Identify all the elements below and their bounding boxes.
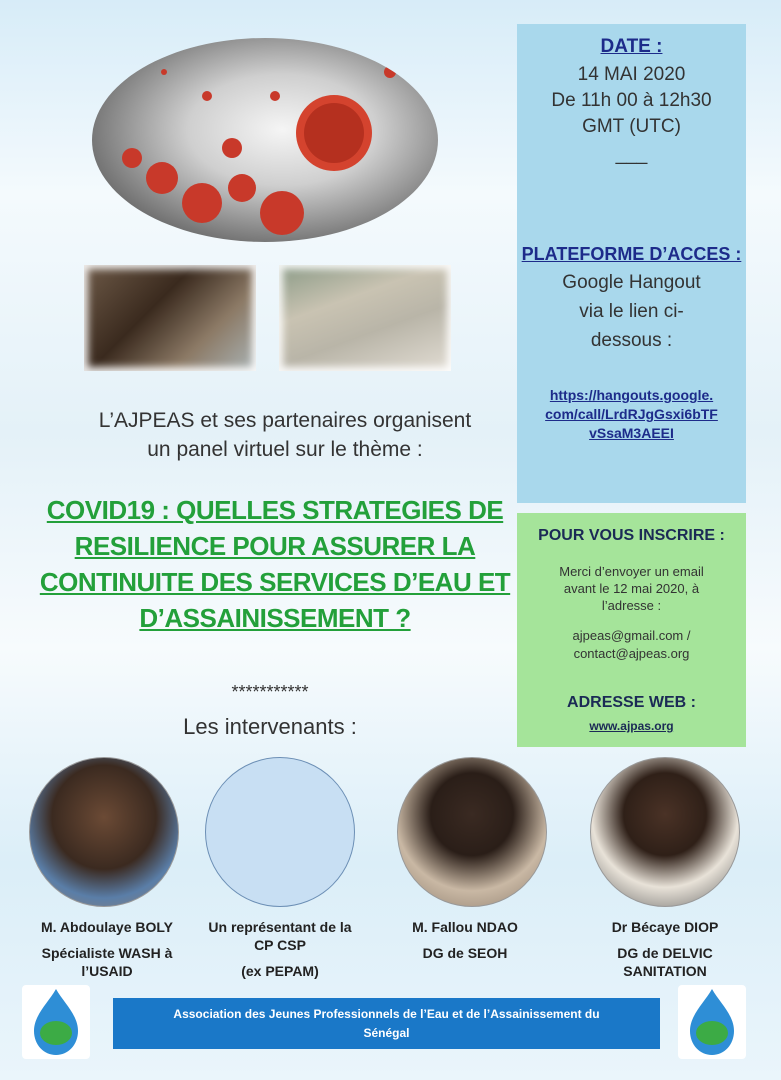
register-line-2: avant le 12 mai 2020, à — [563, 581, 700, 596]
intro-line-1: L’AJPEAS et ses partenaires organisent — [98, 409, 472, 432]
speaker-2-name-2: CP CSP — [254, 937, 306, 953]
website-link[interactable]: www.ajpas.org — [589, 719, 674, 733]
platform-line-3: dessous : — [590, 330, 673, 351]
speaker-4-role-1: DG de DELVIC — [617, 945, 713, 961]
stars-divider: *********** — [231, 682, 309, 702]
registration-box — [517, 513, 746, 747]
speaker-4 — [575, 918, 755, 980]
avatar-speaker-3 — [397, 757, 547, 907]
event-timezone: GMT (UTC) — [582, 116, 681, 137]
speaker-3-role: DG de SEOH — [422, 945, 508, 961]
avatar-speaker-1 — [29, 757, 179, 907]
link-line-3[interactable]: vSsaM3AEEI — [589, 425, 674, 441]
footer-banner — [113, 998, 660, 1049]
web-heading: ADRESSE WEB : — [567, 694, 696, 711]
link-line-2[interactable]: com/call/LrdRJgGsxi6bTF — [545, 406, 718, 422]
speaker-2-role: (ex PEPAM) — [241, 963, 319, 979]
event-date: 14 MAI 2020 — [577, 64, 686, 85]
speaker-1-name: M. Abdoulaye BOLY — [41, 919, 173, 935]
speaker-1-role-2: l’USAID — [81, 963, 133, 979]
speaker-2-name: Un représentant de la — [208, 919, 352, 935]
speaker-3 — [375, 918, 555, 962]
event-time: De 11h 00 à 12h30 — [551, 90, 712, 111]
speaker-4-name: Dr Bécaye DIOP — [611, 919, 719, 935]
email-1[interactable]: ajpeas@gmail.com / — [572, 628, 691, 643]
register-line-1: Merci d’envoyer un email — [559, 564, 704, 579]
platform-heading: PLATEFORME D’ACCES : — [521, 244, 742, 264]
avatar-placeholder — [205, 757, 355, 907]
water-hands-photo — [84, 265, 256, 371]
coronavirus-illustration — [92, 38, 438, 242]
speaker-3-name: M. Fallou NDAO — [412, 919, 518, 935]
avatar-speaker-4 — [590, 757, 740, 907]
intro-text — [40, 406, 530, 464]
treatment-plant-photo — [279, 265, 451, 371]
separator: ___ — [615, 144, 648, 165]
intro-line-2: un panel virtuel sur le thème : — [147, 438, 423, 461]
register-heading: POUR VOUS INSCRIRE : — [538, 527, 725, 544]
email-2[interactable]: contact@ajpeas.org — [573, 646, 690, 661]
theme-line-2: RESILIENCE POUR ASSURER LA — [74, 531, 476, 561]
date-heading: DATE : — [600, 36, 663, 57]
theme-line-4: D’ASSAINISSEMENT ? — [139, 603, 411, 633]
platform-line-2: via le lien ci- — [579, 301, 684, 322]
footer-line-1: Association des Jeunes Professionnels de l’Eau et de l’Assainissement du — [173, 1007, 600, 1021]
theme-line-1: COVID19 : QUELLES STRATEGIES DE — [46, 495, 504, 525]
footer-line-2: Sénégal — [363, 1026, 410, 1040]
theme-line-3: CONTINUITE DES SERVICES D’EAU ET — [39, 567, 511, 597]
link-line-1[interactable]: https://hangouts.google. — [549, 387, 714, 403]
speaker-2 — [190, 918, 370, 980]
ajpeas-logo-right — [678, 985, 746, 1059]
panel-theme — [30, 492, 520, 636]
speaker-4-role-2: SANITATION — [623, 963, 707, 979]
ajpeas-logo-left — [22, 985, 90, 1059]
platform-line-1: Google Hangout — [562, 272, 701, 293]
speaker-1 — [12, 918, 202, 980]
register-line-3: l’adresse : — [601, 598, 662, 613]
speakers-title: Les intervenants : — [183, 714, 357, 739]
date-info-box — [517, 24, 746, 503]
speaker-1-role-1: Spécialiste WASH à — [41, 945, 173, 961]
hangout-link[interactable] — [517, 386, 746, 443]
